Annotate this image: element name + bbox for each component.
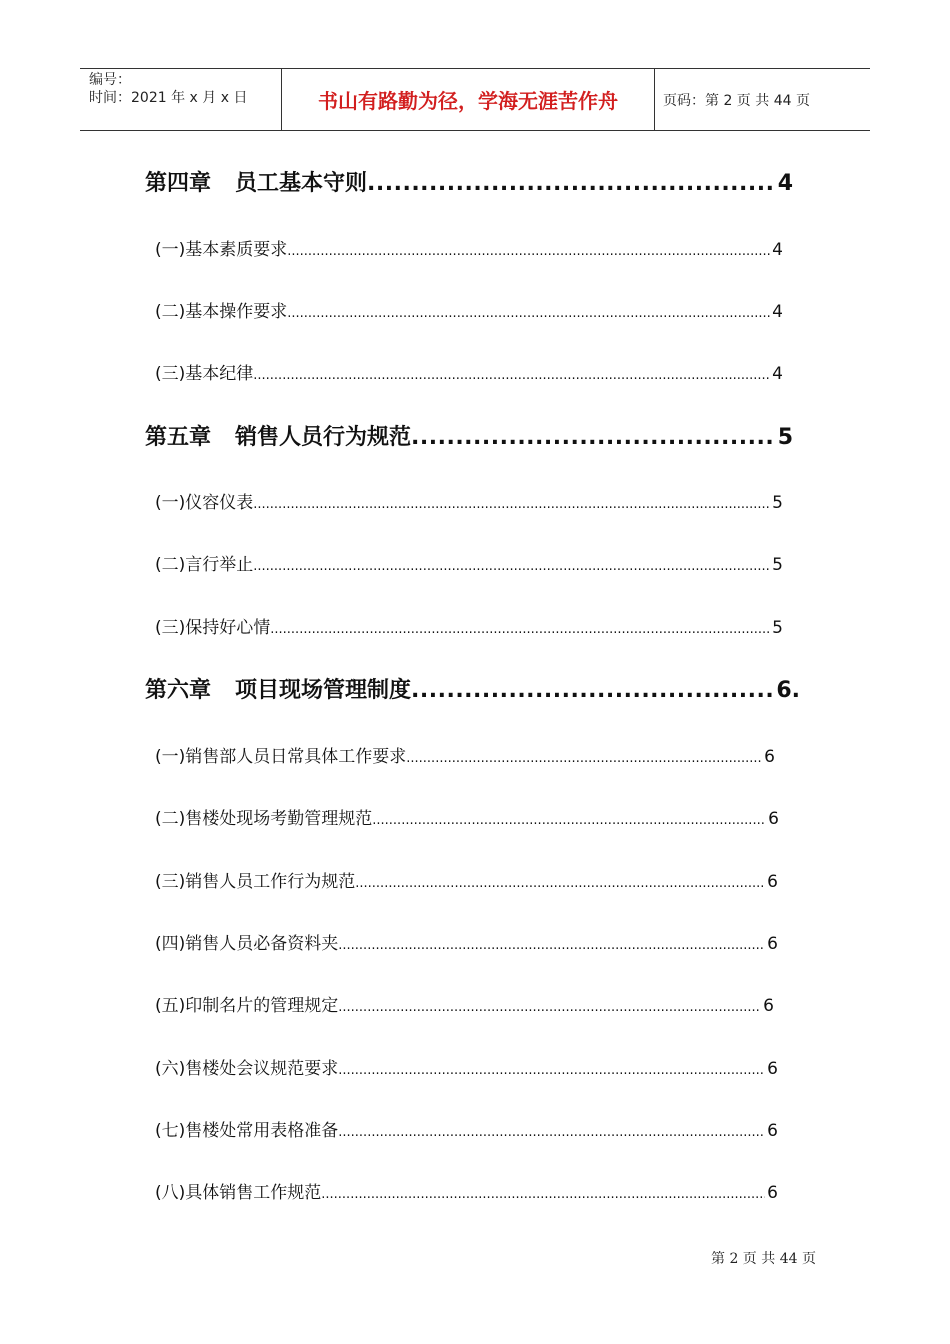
- toc-page: 6: [767, 1059, 778, 1079]
- toc-number: (五): [155, 996, 186, 1016]
- toc-title: 项目现场管理制度: [235, 678, 412, 703]
- toc-title: 基本纪律: [185, 364, 254, 384]
- toc-page: 4: [772, 364, 783, 384]
- toc-page: 5: [772, 618, 783, 638]
- toc-leader: [253, 559, 770, 574]
- toc-page: 6: [767, 1183, 778, 1203]
- toc-chapter[interactable]: [145, 673, 800, 703]
- toc-title: 基本操作要求: [185, 302, 288, 322]
- header-motto: 书山有路勤为径，学海无涯苦作舟: [282, 69, 655, 130]
- toc-title: 印制名片的管理规定: [185, 996, 339, 1016]
- toc-title: 售楼处常用表格准备: [185, 1121, 339, 1141]
- toc-page: 6: [763, 996, 774, 1016]
- toc-page: 4: [772, 240, 783, 260]
- toc-leader: [287, 244, 770, 259]
- toc-leader: [406, 751, 762, 766]
- toc-title: 具体销售工作规范: [185, 1183, 322, 1203]
- toc-number: (四): [155, 934, 186, 954]
- toc-leader: [253, 368, 770, 383]
- toc-section[interactable]: [155, 929, 778, 953]
- toc-section[interactable]: [155, 359, 783, 383]
- toc-section[interactable]: [155, 297, 783, 321]
- toc-title: 仪容仪表: [185, 493, 254, 513]
- toc-page: 6.: [776, 678, 800, 703]
- toc-number: 第五章: [145, 425, 212, 450]
- toc-title: 员工基本守则: [235, 171, 368, 196]
- header-meta: [80, 69, 282, 130]
- toc-chapter[interactable]: [145, 420, 793, 450]
- toc-title: 销售人员必备资料夹: [185, 934, 339, 954]
- toc-title: 销售人员行为规范: [235, 425, 412, 450]
- toc-section[interactable]: [155, 1178, 778, 1202]
- toc-leader: [355, 876, 765, 891]
- toc-section[interactable]: [155, 991, 774, 1015]
- toc-page: 4: [772, 302, 783, 322]
- toc-number: (一): [155, 240, 186, 260]
- toc-number: (一): [155, 747, 186, 767]
- toc-leader: [372, 813, 766, 828]
- toc-leader: [338, 938, 765, 953]
- toc-title: 言行举止: [185, 555, 254, 575]
- toc-number: (一): [155, 493, 186, 513]
- toc-number: (三): [155, 364, 186, 384]
- toc-leader: [367, 171, 776, 196]
- toc-number: (三): [155, 618, 186, 638]
- toc-section[interactable]: [155, 1054, 778, 1078]
- toc-section[interactable]: [155, 550, 783, 574]
- toc-leader: [338, 1063, 765, 1078]
- document-header: [80, 68, 870, 131]
- toc-page: 6: [764, 747, 775, 767]
- toc-section[interactable]: [155, 867, 778, 891]
- toc-page: 6: [768, 809, 779, 829]
- toc-number: (三): [155, 872, 186, 892]
- toc-page: 5: [772, 493, 783, 513]
- time-label: 时间：2021 年 x 月 x 日: [89, 90, 248, 106]
- toc-page: 6: [767, 934, 778, 954]
- toc-section[interactable]: [155, 742, 775, 766]
- serial-label: 编号：: [89, 72, 131, 88]
- toc-number: (六): [155, 1059, 186, 1079]
- toc-page: 6: [767, 872, 778, 892]
- toc-section[interactable]: [155, 804, 779, 828]
- toc-title: 基本素质要求: [185, 240, 288, 260]
- toc-number: (二): [155, 302, 186, 322]
- toc-section[interactable]: [155, 613, 783, 637]
- toc-title: 销售部人员日常具体工作要求: [185, 747, 407, 767]
- toc-leader: [338, 1125, 765, 1140]
- toc-leader: [270, 622, 770, 637]
- toc-number: (七): [155, 1121, 186, 1141]
- toc-number: 第四章: [145, 171, 212, 196]
- toc-leader: [411, 678, 774, 703]
- toc-section[interactable]: [155, 488, 783, 512]
- toc-page: 5: [777, 425, 793, 450]
- toc-number: (八): [155, 1183, 186, 1203]
- toc-number: (二): [155, 809, 186, 829]
- footer-page-number: 第 2 页 共 44 页: [711, 1251, 816, 1267]
- toc-number: (二): [155, 555, 186, 575]
- toc-leader: [253, 497, 770, 512]
- toc-title: 保持好心情: [185, 618, 271, 638]
- toc-page: 6: [767, 1121, 778, 1141]
- toc-title: 销售人员工作行为规范: [185, 872, 356, 892]
- toc-title: 售楼处会议规范要求: [185, 1059, 339, 1079]
- toc-leader: [338, 1000, 761, 1015]
- header-page-info: 页码：第 2 页 共 44 页: [663, 92, 810, 109]
- toc-leader: [411, 425, 776, 450]
- toc-section[interactable]: [155, 1116, 778, 1140]
- toc-leader: [321, 1187, 765, 1202]
- toc-page: 4: [777, 171, 793, 196]
- toc-chapter[interactable]: [145, 166, 793, 196]
- toc-page: 5: [772, 555, 783, 575]
- toc-title: 售楼处现场考勤管理规范: [185, 809, 373, 829]
- toc-number: 第六章: [145, 678, 212, 703]
- toc-section[interactable]: [155, 235, 783, 259]
- toc-leader: [287, 306, 770, 321]
